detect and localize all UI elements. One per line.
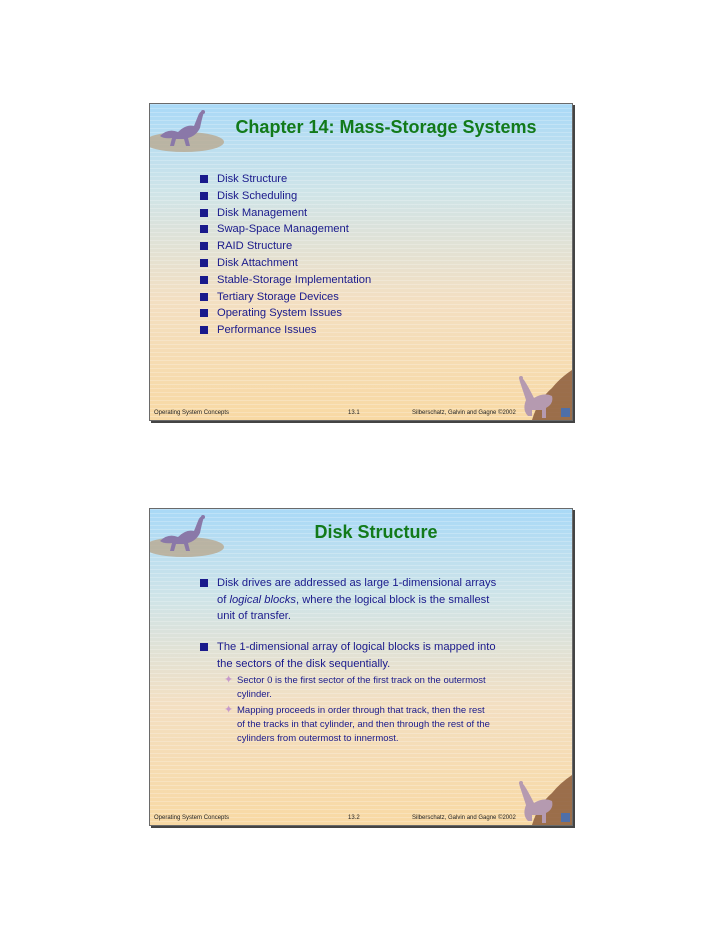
nav-square-icon[interactable] bbox=[561, 813, 570, 822]
square-bullet-icon bbox=[200, 326, 208, 334]
list-item: Operating System Issues bbox=[200, 305, 371, 322]
square-bullet-icon bbox=[200, 309, 208, 317]
square-bullet-icon bbox=[200, 192, 208, 200]
list-item: Stable-Storage Implementation bbox=[200, 272, 371, 289]
square-bullet-icon bbox=[200, 209, 208, 217]
star-bullet-icon: ✦ bbox=[224, 704, 234, 716]
topic-list bbox=[200, 171, 371, 339]
square-bullet-icon bbox=[200, 225, 208, 233]
page-number: 13.2 bbox=[348, 815, 360, 821]
slide-title: Chapter 14: Mass-Storage Systems bbox=[235, 117, 537, 137]
list-item: Tertiary Storage Devices bbox=[200, 289, 371, 306]
star-bullet-icon: ✦ bbox=[224, 674, 234, 686]
square-bullet-icon bbox=[200, 242, 208, 250]
square-bullet-icon bbox=[200, 293, 208, 301]
square-bullet-icon bbox=[200, 175, 208, 183]
list-item: RAID Structure bbox=[200, 238, 371, 255]
footer-right: Silberschatz, Galvin and Gagne ©2002 bbox=[412, 410, 516, 416]
sub-bullet-mapping-order: ✦ Mapping proceeds in order through that track, then the rest of the tracks in that cylinder, and then through the rest of the cylinders from outermost to innermost. bbox=[224, 704, 490, 744]
footer-right: Silberschatz, Galvin and Gagne ©2002 bbox=[412, 815, 516, 821]
list-item: Swap-Space Management bbox=[200, 221, 371, 238]
square-bullet-icon bbox=[200, 276, 208, 284]
page-number: 13.1 bbox=[348, 410, 360, 416]
list-item: Disk Structure bbox=[200, 171, 371, 188]
bullet-mapping: The 1-dimensional array of logical blocks is mapped into the sectors of the disk sequentially. bbox=[200, 639, 496, 672]
list-item: Performance Issues bbox=[200, 322, 371, 339]
slide-1 bbox=[149, 103, 573, 421]
square-bullet-icon bbox=[200, 259, 208, 267]
square-bullet-icon bbox=[200, 643, 208, 651]
slide-title: Disk Structure bbox=[314, 522, 438, 542]
list-item: Disk Scheduling bbox=[200, 188, 371, 205]
list-item: Disk Attachment bbox=[200, 255, 371, 272]
square-bullet-icon bbox=[200, 579, 208, 587]
sub-bullet-sector-zero: ✦ Sector 0 is the first sector of the first track on the outermost cylinder. bbox=[224, 674, 486, 700]
footer-left: Operating System Concepts bbox=[154, 815, 230, 821]
nav-square-icon[interactable] bbox=[561, 408, 570, 417]
slide-2 bbox=[149, 508, 573, 826]
bullet-logical-blocks: Disk drives are addressed as large 1-dimensional arrays of logical blocks, where the logical block is the smallest unit of transfer. bbox=[200, 575, 496, 625]
footer-left: Operating System Concepts bbox=[154, 410, 230, 416]
list-item: Disk Management bbox=[200, 205, 371, 222]
